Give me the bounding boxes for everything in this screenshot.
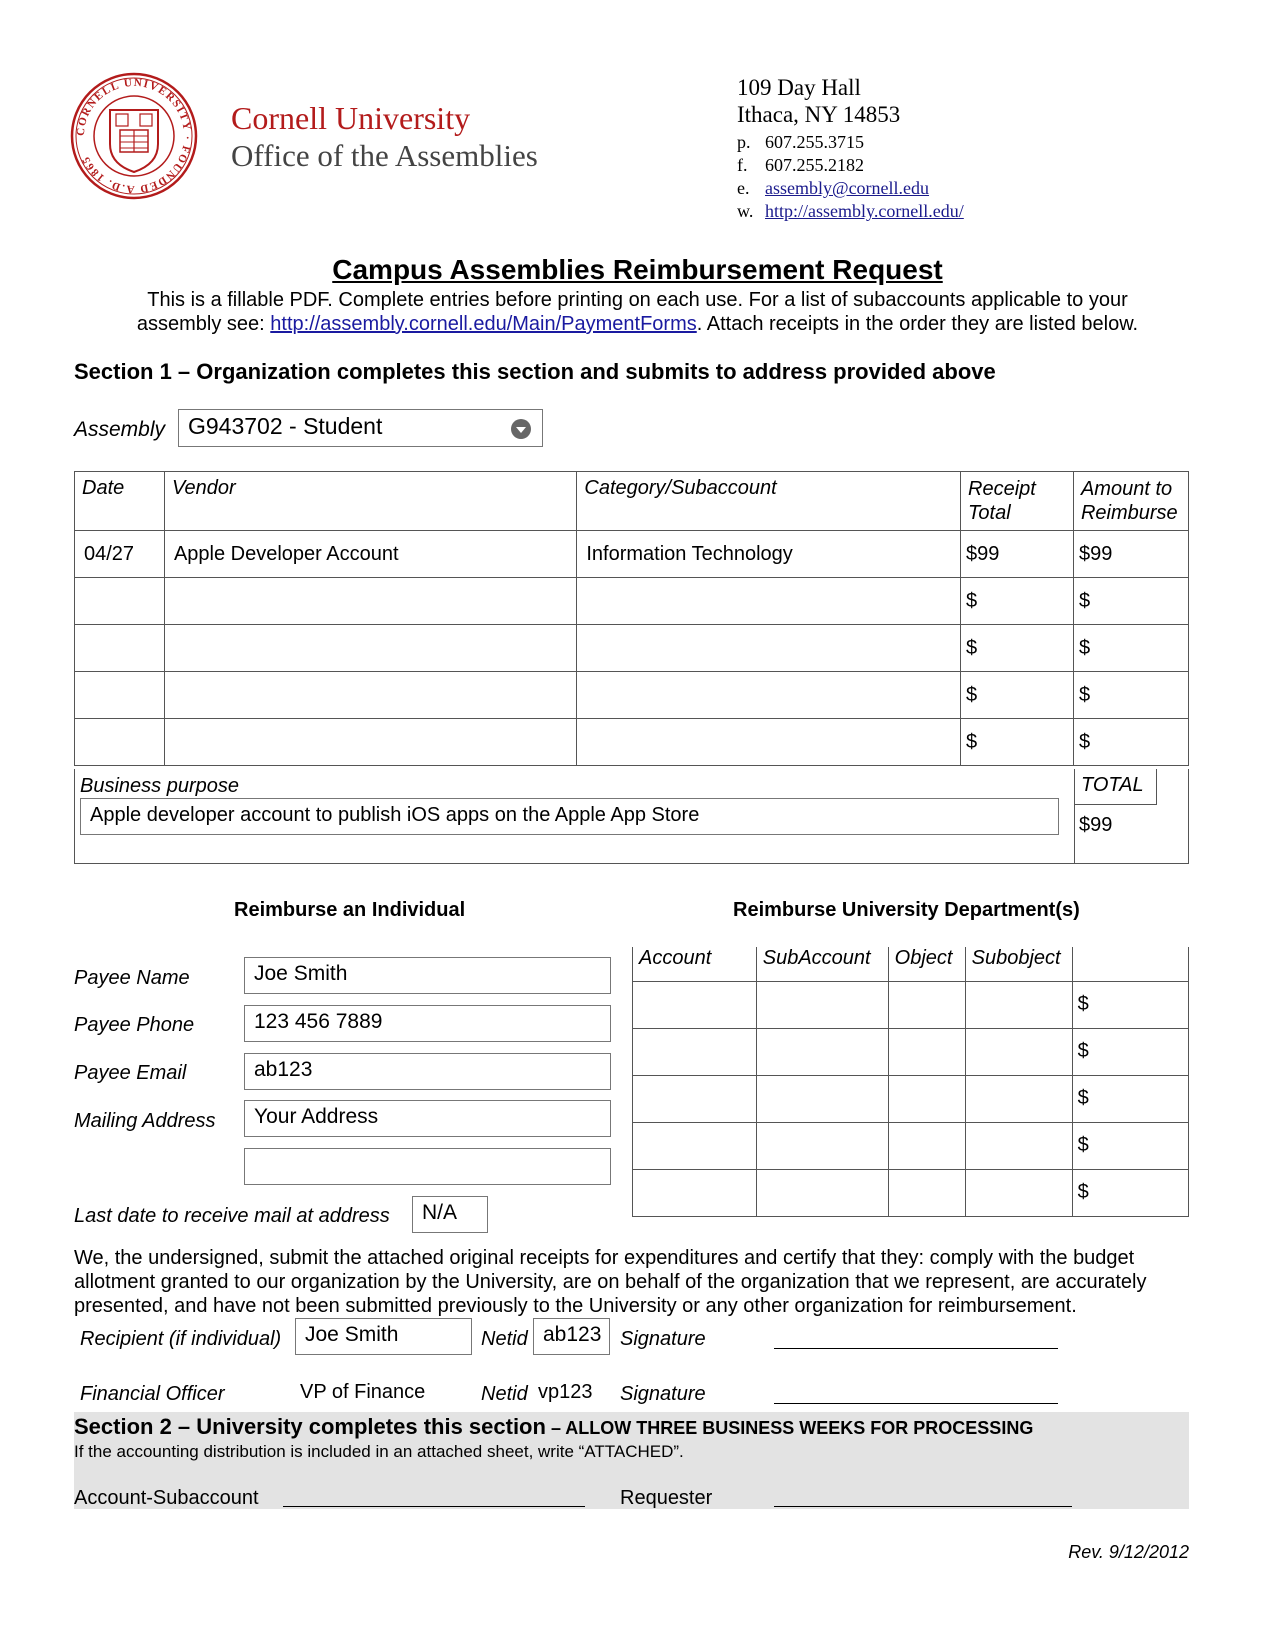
dept-subobject-cell[interactable]: [965, 1028, 1072, 1075]
recipient-signature-line[interactable]: [774, 1348, 1058, 1349]
dept-subobject-cell[interactable]: [965, 1075, 1072, 1122]
dollar-sign: $: [1077, 1040, 1089, 1062]
mailing-address-label: Mailing Address: [74, 1110, 216, 1132]
reimburse-cell[interactable]: [1073, 672, 1188, 719]
dollar-sign: $: [966, 589, 978, 612]
payee-name-field[interactable]: Joe Smith: [244, 957, 611, 994]
dept-object-cell[interactable]: [888, 981, 965, 1028]
recipient-label: Recipient (if individual): [80, 1328, 282, 1350]
dept-row: [633, 1122, 1189, 1169]
payee-phone-field[interactable]: 123 456 7889: [244, 1005, 611, 1042]
section1-heading: Section 1 – Organization completes this section and submits to address provided above: [74, 359, 996, 384]
seal-text: CORNELL UNIVERSITY · FOUNDED A.D. 1865: [74, 76, 194, 196]
address-line-1: 109 Day Hall: [737, 75, 861, 100]
payee-email-field[interactable]: ab123: [244, 1053, 611, 1090]
date-cell[interactable]: [75, 625, 165, 672]
email-link[interactable]: assembly@cornell.edu: [765, 178, 930, 198]
email-label: e.: [737, 178, 750, 198]
intro-line-2-pre: assembly see:: [136, 313, 271, 335]
form-title: Campus Assemblies Reimbursement Request: [332, 254, 943, 285]
section2-heading: [74, 1414, 1033, 1440]
cornell-seal: [70, 72, 198, 200]
revision-date: Rev. 9/12/2012: [1068, 1542, 1189, 1562]
dept-account-cell[interactable]: [633, 1122, 757, 1169]
dept-col-account: Account: [633, 947, 757, 981]
dept-subaccount-cell[interactable]: [756, 1122, 888, 1169]
chevron-down-icon: [511, 419, 531, 439]
dollar-sign: $: [1078, 542, 1091, 565]
expense-row: [75, 672, 1189, 719]
last-date-label: Last date to receive mail at address: [74, 1205, 390, 1227]
total-amount: [1079, 814, 1112, 837]
dollar-sign: $: [966, 542, 978, 565]
dollar-sign: $: [1078, 730, 1091, 753]
dollar-sign: $: [966, 730, 978, 753]
dollar-sign: $: [1078, 589, 1091, 612]
requester-label: Requester: [620, 1487, 713, 1509]
expense-row: [75, 719, 1189, 766]
recipient-netid-field[interactable]: ab123: [533, 1318, 610, 1355]
vendor-cell[interactable]: [164, 578, 576, 625]
total-label: TOTAL: [1081, 774, 1144, 796]
officer-netid-field[interactable]: vp123: [538, 1381, 593, 1403]
dept-object-cell[interactable]: [888, 1122, 965, 1169]
dept-subaccount-cell[interactable]: [756, 1028, 888, 1075]
receipt-value: 99: [977, 542, 1000, 565]
receipt-cell[interactable]: [961, 672, 1074, 719]
dept-subaccount-cell[interactable]: [756, 1169, 888, 1216]
vendor-cell[interactable]: Apple Developer Account: [164, 531, 576, 578]
dept-object-cell[interactable]: [888, 1169, 965, 1216]
address-line-2: Ithaca, NY 14853: [737, 102, 901, 127]
reimburse-cell[interactable]: [1073, 719, 1188, 766]
dept-col-amount: [1072, 947, 1188, 981]
vendor-cell[interactable]: [164, 672, 576, 719]
dept-account-cell[interactable]: [633, 1169, 757, 1216]
expense-row: [75, 531, 1189, 578]
dept-col-object: Object: [888, 947, 965, 981]
business-purpose-label: Business purpose: [80, 775, 239, 797]
payment-forms-link[interactable]: http://assembly.cornell.edu/Main/PaymentForms: [270, 313, 697, 335]
payee-email-label: Payee Email: [74, 1062, 187, 1084]
dept-amount-cell[interactable]: [1072, 1028, 1188, 1075]
expense-table: [74, 471, 1189, 766]
intro-line-1: This is a fillable PDF. Complete entries before printing on each use. For a list of subaccounts applicable to your: [147, 289, 1128, 311]
expense-row: [75, 578, 1189, 625]
mailing-address-field-1[interactable]: Your Address: [244, 1100, 611, 1137]
category-cell[interactable]: Information Technology: [577, 531, 961, 578]
fax-number: 607.255.2182: [765, 155, 864, 175]
section2-heading-note: – ALLOW THREE BUSINESS WEEKS FOR PROCESSING: [545, 1418, 1034, 1438]
certification-text: We, the undersigned, submit the attached original receipts for expenditures and certify that they: comply with the budget allotment granted to our organization by the University, are on behalf of the organization that we represent, are accurately presented, and have not been submitted previously to the University or any other organization for reimbursement.: [74, 1247, 1147, 1317]
reimburse-cell[interactable]: [1073, 531, 1188, 578]
dept-object-cell[interactable]: [888, 1028, 965, 1075]
dept-amount-cell[interactable]: [1072, 1169, 1188, 1216]
date-cell[interactable]: [75, 578, 165, 625]
last-date-field[interactable]: N/A: [412, 1196, 488, 1233]
phone-label: p.: [737, 132, 751, 152]
fax-label: f.: [737, 155, 748, 175]
mailing-address-field-2[interactable]: [244, 1148, 611, 1185]
officer-signature-line[interactable]: [774, 1403, 1058, 1404]
recipient-signature-label: Signature: [620, 1328, 706, 1350]
col-date-header: Date: [75, 472, 165, 531]
recipient-netid-label: Netid: [481, 1328, 528, 1350]
dept-subobject-cell[interactable]: [965, 981, 1072, 1028]
dept-subaccount-cell[interactable]: [756, 981, 888, 1028]
dept-row: [633, 1075, 1189, 1122]
dept-col-subaccount: SubAccount: [756, 947, 888, 981]
dept-subobject-cell[interactable]: [965, 1122, 1072, 1169]
category-cell[interactable]: [577, 625, 961, 672]
section2-heading-main: Section 2 – University completes this section: [74, 1414, 546, 1439]
payee-name-label: Payee Name: [74, 967, 190, 989]
address-block: [737, 74, 964, 223]
col-reimburse-header: Amount to Reimburse: [1073, 472, 1188, 531]
receipt-cell[interactable]: [961, 625, 1074, 672]
officer-field[interactable]: VP of Finance: [300, 1381, 426, 1403]
phone-number: 607.255.3715: [765, 132, 864, 152]
category-cell[interactable]: [577, 672, 961, 719]
dept-account-cell[interactable]: [633, 1075, 757, 1122]
individual-heading: Reimburse an Individual: [234, 899, 466, 921]
dept-object-cell[interactable]: [888, 1075, 965, 1122]
office-name: Office of the Assemblies: [231, 138, 538, 173]
dollar-sign: $: [1077, 1181, 1089, 1203]
reimburse-cell[interactable]: [1073, 625, 1188, 672]
dept-amount-cell[interactable]: [1072, 981, 1188, 1028]
dept-subaccount-cell[interactable]: [756, 1075, 888, 1122]
dollar-sign: $: [1078, 683, 1091, 706]
total-value: 99: [1090, 814, 1113, 836]
category-cell[interactable]: [577, 578, 961, 625]
intro-text: [0, 288, 1275, 336]
vendor-cell[interactable]: [164, 719, 576, 766]
intro-line-2-post: . Attach receipts in the order they are listed below.: [696, 313, 1139, 335]
recipient-field[interactable]: Joe Smith: [295, 1318, 472, 1355]
dept-account-cell[interactable]: [633, 981, 757, 1028]
department-heading: Reimburse University Department(s): [733, 899, 1080, 921]
receipt-cell[interactable]: [961, 531, 1074, 578]
dollar-sign: $: [1079, 814, 1091, 836]
officer-netid-label: Netid: [481, 1383, 528, 1405]
date-cell[interactable]: 04/27: [75, 531, 165, 578]
dollar-sign: $: [1078, 636, 1091, 659]
dept-subobject-cell[interactable]: [965, 1169, 1072, 1216]
department-table: [632, 947, 1189, 1217]
requester-line[interactable]: [774, 1506, 1072, 1507]
dollar-sign: $: [1077, 993, 1089, 1015]
category-cell[interactable]: [577, 719, 961, 766]
vendor-cell[interactable]: [164, 625, 576, 672]
dept-row: [633, 1028, 1189, 1075]
date-cell[interactable]: [75, 672, 165, 719]
assembly-select[interactable]: [178, 409, 543, 447]
dept-amount-cell[interactable]: [1072, 1075, 1188, 1122]
dept-col-subobject: Subobject: [965, 947, 1072, 981]
account-subaccount-label: Account-Subaccount: [74, 1487, 259, 1509]
university-name: Cornell University: [231, 100, 471, 136]
payee-phone-label: Payee Phone: [74, 1014, 195, 1036]
account-subaccount-line[interactable]: [283, 1506, 585, 1507]
dollar-sign: $: [1077, 1087, 1089, 1109]
officer-label: Financial Officer: [80, 1383, 225, 1405]
business-purpose-field[interactable]: Apple developer account to publish iOS apps on the Apple App Store: [80, 798, 1059, 835]
reimburse-cell[interactable]: [1073, 578, 1188, 625]
col-vendor-header: Vendor: [164, 472, 576, 531]
total-label-box: [1075, 769, 1157, 805]
date-cell[interactable]: [75, 719, 165, 766]
dept-row: [633, 1169, 1189, 1216]
reimburse-value: 99: [1090, 542, 1113, 565]
dollar-sign: $: [966, 683, 978, 706]
expense-row: [75, 625, 1189, 672]
dept-row: [633, 981, 1189, 1028]
col-receipt-header: Receipt Total: [961, 472, 1074, 531]
assembly-label: Assembly: [74, 418, 166, 441]
dollar-sign: $: [966, 636, 978, 659]
section2-note: If the accounting distribution is included in an attached sheet, write “ATTACHED”.: [74, 1442, 684, 1461]
dollar-sign: $: [1077, 1134, 1089, 1156]
receipt-cell[interactable]: [961, 719, 1074, 766]
receipt-cell[interactable]: [961, 578, 1074, 625]
web-label: w.: [737, 201, 754, 221]
officer-signature-label: Signature: [620, 1383, 706, 1405]
dept-amount-cell[interactable]: [1072, 1122, 1188, 1169]
assembly-select-value: G943702 - Student: [188, 413, 383, 439]
col-category-header: Category/Subaccount: [577, 472, 961, 531]
website-link[interactable]: http://assembly.cornell.edu/: [765, 201, 964, 221]
dept-account-cell[interactable]: [633, 1028, 757, 1075]
